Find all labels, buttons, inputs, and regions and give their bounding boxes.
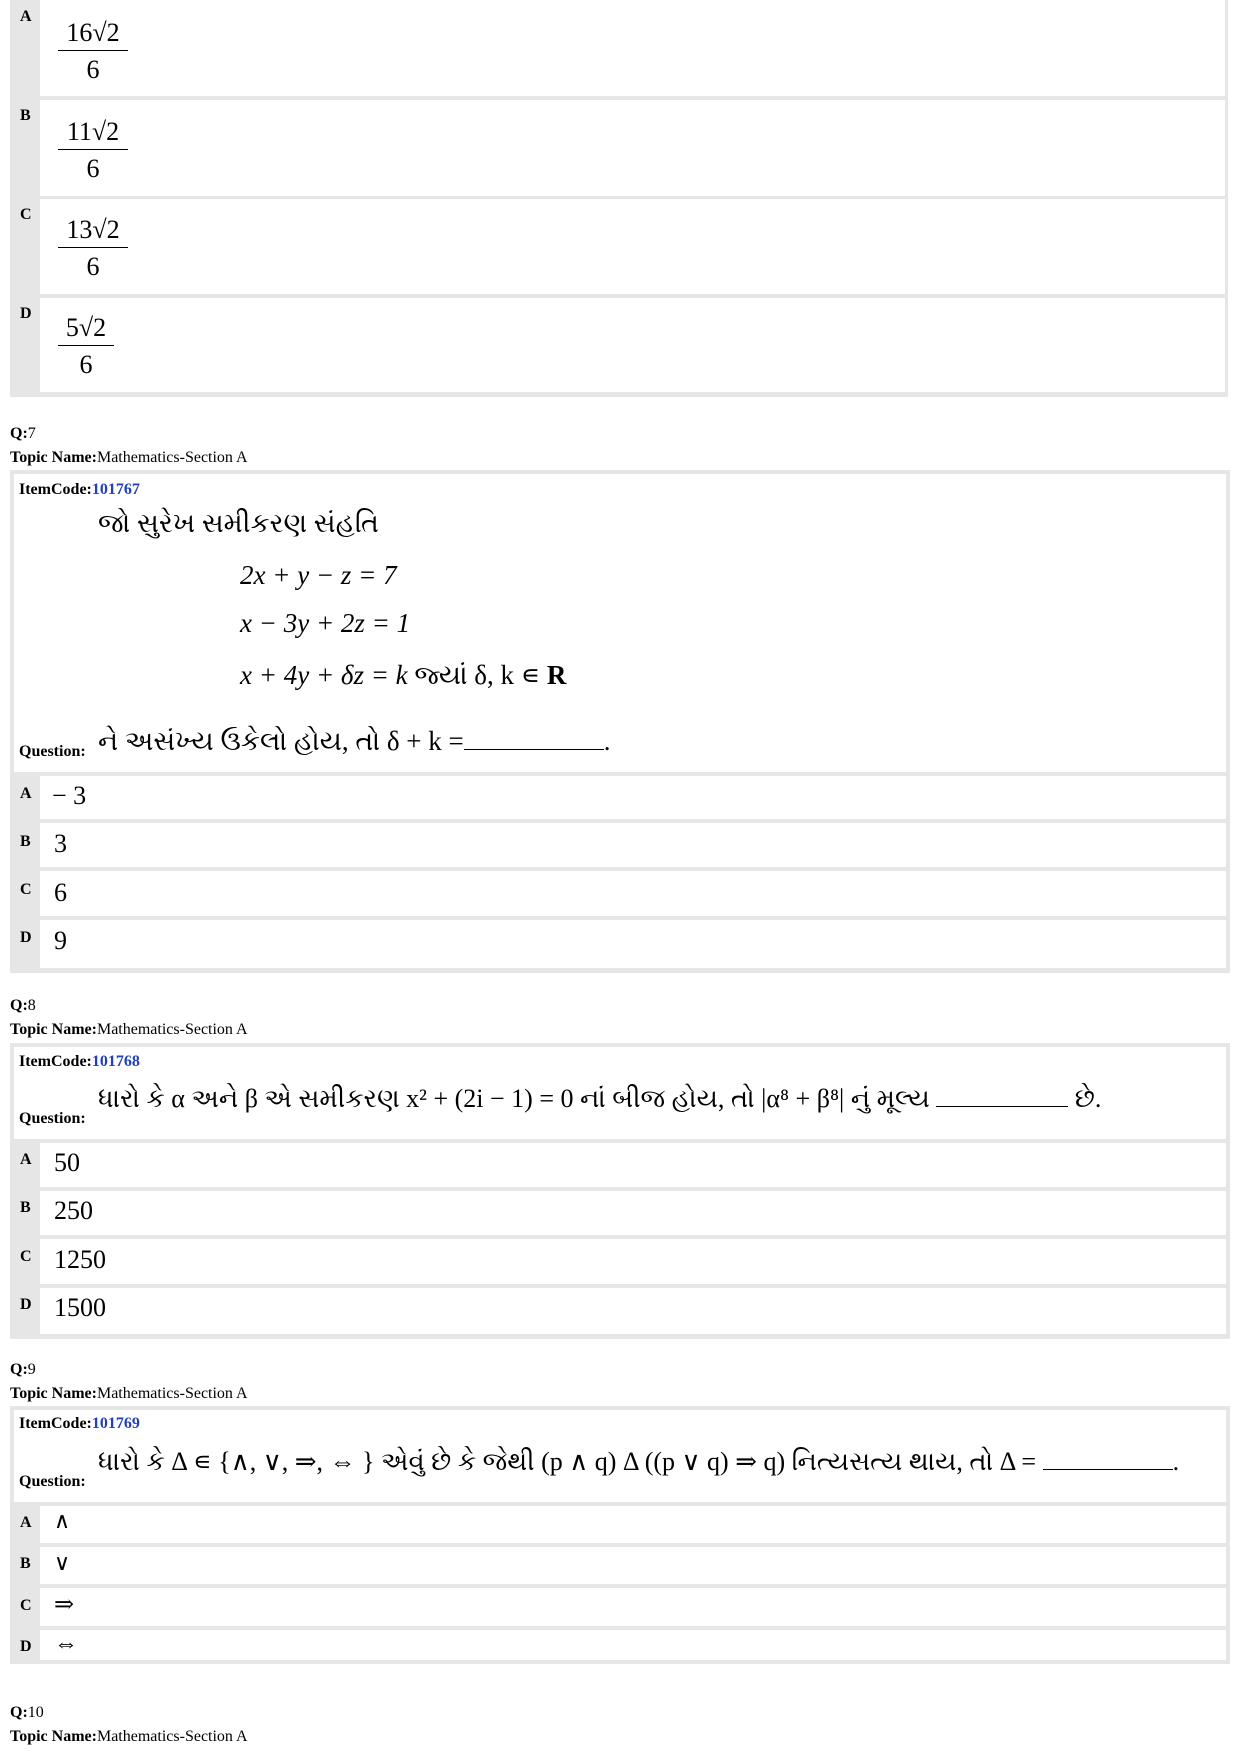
q9-option-c-text[interactable]: ⇒	[54, 1592, 75, 1618]
q6-option-b-denominator: 6	[86, 154, 100, 183]
q7-option-c-cell	[40, 871, 1226, 916]
q6-option-a-label: A	[20, 8, 32, 25]
q9-question-text: ધારો કે Δ ∊ {∧, ∨, ⇒, ⇔ } એવું છે કે જેથી (p ∧ q) Δ ((p ∨ q) ⇒ q) નિત્યસત્ય થાય, તો Δ = .	[98, 1447, 1180, 1476]
q9-topic: Topic Name:Mathematics-Section A	[10, 1385, 248, 1402]
q9-option-a-text[interactable]: ∧	[54, 1508, 71, 1533]
q6-option-c-numerator: 13√2	[58, 215, 128, 248]
q7-option-a-cell	[40, 776, 1226, 819]
q7-question-text: ને અસંખ્ય ઉકેલો હોય, તો δ + k = .	[98, 726, 611, 756]
q6-option-d-numerator: 5√2	[58, 313, 114, 346]
q9-option-b-cell	[40, 1547, 1226, 1584]
q7-equation-1: 2x + y − z = 7	[240, 560, 397, 590]
q7-option-c-label: C	[20, 881, 32, 898]
q9-answer-blank	[1043, 1468, 1173, 1470]
q9-option-a-label: A	[20, 1514, 32, 1531]
q6-option-b-fraction[interactable]	[58, 117, 128, 184]
q6-option-c-label: C	[20, 206, 32, 223]
q8-option-a-cell	[40, 1143, 1226, 1187]
q8-question-text: ધારો કે α અને β એ સમીકરણ x² + (2i − 1) = 0 નાં બીજ હોય, તો |α⁸ + β⁸| નું મૂલ્ય છે.	[98, 1084, 1102, 1113]
q7-option-d-cell	[40, 920, 1226, 968]
q9-option-d-text[interactable]: ⇔	[54, 1631, 78, 1657]
q7-option-c-text[interactable]: 6	[54, 878, 67, 907]
q9-option-b-text[interactable]: ∨	[54, 1550, 71, 1575]
q6-option-a-numerator: 16√2	[58, 18, 128, 51]
q6-option-a-fraction[interactable]	[58, 18, 128, 85]
q8-option-c-text[interactable]: 1250	[54, 1245, 106, 1274]
q7-option-a-label: A	[20, 785, 32, 802]
q9-option-d-cell	[40, 1630, 1226, 1660]
q10-topic: Topic Name:Mathematics-Section A	[10, 1728, 248, 1745]
q7-intro: જો સુરેખ સમીકરણ સંહતિ	[98, 508, 379, 538]
q6-option-d-cell	[40, 298, 1225, 392]
q8-option-a-label: A	[20, 1151, 32, 1168]
q9-option-c-cell	[40, 1588, 1226, 1626]
q8-answer-blank	[936, 1105, 1068, 1107]
q9-option-b-label: B	[20, 1555, 31, 1572]
q7-equation-3: x + 4y + δz = k જ્યાં δ, k ∊ R	[240, 660, 567, 690]
q7-option-a-text[interactable]: − 3	[52, 781, 87, 810]
q6-option-b-cell	[40, 100, 1225, 196]
q8-option-c-label: C	[20, 1248, 32, 1265]
q9-item-code: ItemCode:101769	[19, 1415, 140, 1432]
q8-option-b-label: B	[20, 1199, 31, 1216]
q8-option-d-label: D	[20, 1296, 32, 1313]
q8-option-d-text[interactable]: 1500	[54, 1293, 106, 1322]
q7-answer-blank	[464, 748, 604, 750]
q6-option-b-label: B	[20, 107, 31, 124]
q7-option-b-cell	[40, 823, 1226, 867]
q8-item-code: ItemCode:101768	[19, 1053, 140, 1070]
q7-question-label: Question:	[19, 743, 86, 760]
q6-option-d-label: D	[20, 305, 32, 322]
q6-option-c-fraction[interactable]	[58, 215, 128, 282]
q9-option-d-label: D	[20, 1638, 32, 1655]
q8-topic: Topic Name:Mathematics-Section A	[10, 1021, 248, 1038]
q8-option-c-cell	[40, 1239, 1226, 1284]
q9-option-a-cell	[40, 1506, 1226, 1543]
q9-option-c-label: C	[20, 1597, 32, 1614]
q7-item-code: ItemCode:101767	[19, 481, 140, 498]
q8-number: Q:8	[10, 997, 36, 1014]
q6-option-c-denominator: 6	[86, 252, 100, 281]
q7-option-b-text[interactable]: 3	[54, 829, 67, 858]
q7-option-d-label: D	[20, 929, 32, 946]
q9-question-label: Question:	[19, 1473, 86, 1490]
q8-option-b-text[interactable]: 250	[54, 1196, 93, 1225]
q8-option-d-cell	[40, 1288, 1226, 1334]
q6-option-a-denominator: 6	[86, 55, 100, 84]
q6-option-d-fraction[interactable]	[58, 313, 114, 380]
q10-number: Q:10	[10, 1704, 44, 1721]
q6-option-a-cell	[40, 0, 1225, 96]
q7-number: Q:7	[10, 425, 36, 442]
q6-option-b-numerator: 11√2	[58, 117, 128, 150]
q6-option-d-denominator: 6	[79, 350, 93, 379]
q8-option-a-text[interactable]: 50	[54, 1148, 80, 1177]
q7-option-d-text[interactable]: 9	[54, 926, 67, 955]
q8-option-b-cell	[40, 1191, 1226, 1235]
q7-equation-2: x − 3y + 2z = 1	[240, 608, 411, 638]
q9-number: Q:9	[10, 1361, 36, 1378]
q7-topic: Topic Name:Mathematics-Section A	[10, 449, 248, 466]
q6-option-c-cell	[40, 199, 1225, 294]
q7-option-b-label: B	[20, 833, 31, 850]
q8-question-label: Question:	[19, 1110, 86, 1127]
